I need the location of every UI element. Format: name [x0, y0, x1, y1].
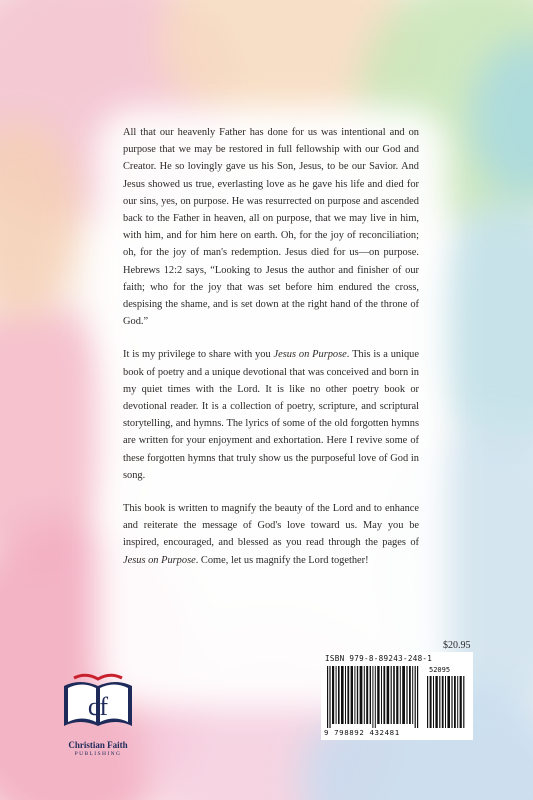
barcode-addon-digits: 52095: [429, 666, 451, 674]
blurb-text: . Come, let us magnify the Lord together!: [195, 554, 369, 566]
book-title: Jesus on Purpose: [123, 554, 196, 566]
barcode-bars: [327, 666, 467, 728]
logo-letters: cf: [87, 692, 109, 721]
price-label: $20.95: [443, 640, 471, 651]
blurb-paragraph-1: All that our heavenly Father has done for us was intentional and on purpose that we may be restored in full fellowship with our God and Creator. He so lovingly gave us his Son, Jesus, to be our Savior. And Jesus showed us true, everlasting love as he gave his life and died for our sins, yes, on purpose. He was resurrected on purpose and ascended back to the Father in heaven, all on purpose, that we may live in him, with him, and for him here on earth. Oh, for the joy of reconciliation; oh, for the joy of man's redemption. Jesus died for us—on purpose. Hebrews 12:2 says, “Looking to Jesus the author and finisher of our faith; who for the joy that was set before him endured the cross, despising the shame, and is set down at the right hand of the throne of God.”: [123, 127, 419, 328]
blurb-text: This book is written to magnify the beauty of the Lord and to enhance and reiterate the message of God's love toward us. May you be inspired, encouraged, and blessed as you read through the pages of: [123, 503, 419, 549]
isbn-barcode: [321, 652, 473, 740]
publisher-subtitle: PUBLISHING: [74, 751, 122, 757]
publisher-name: Christian Faith: [68, 740, 128, 750]
blurb-text: It is my privilege to share with you: [123, 349, 274, 361]
publisher-logo-icon: [58, 668, 138, 738]
book-title: Jesus on Purpose: [273, 349, 347, 361]
back-cover-blurb: [123, 124, 419, 585]
blurb-paragraph-2: [123, 346, 419, 484]
blurb-paragraph-3: [123, 500, 419, 569]
isbn-text: ISBN 979-8-89243-248-1: [325, 654, 433, 663]
barcode-digits: 9 798892 432481: [324, 728, 400, 737]
blurb-text: . This is a unique book of poetry and a unique devotional that was conceived and born in my quiet times with the Lord. It is like no other poetry book or devotional reader. It is a collection of poetry, scripture, and scriptural storytelling, and hymns. The lyrics of some of the old forgotten hymns are written for your enjoyment and exhortation. Here I revive some of these forgotten hymns that truly show us the purposeful love of God in song.: [123, 349, 419, 481]
